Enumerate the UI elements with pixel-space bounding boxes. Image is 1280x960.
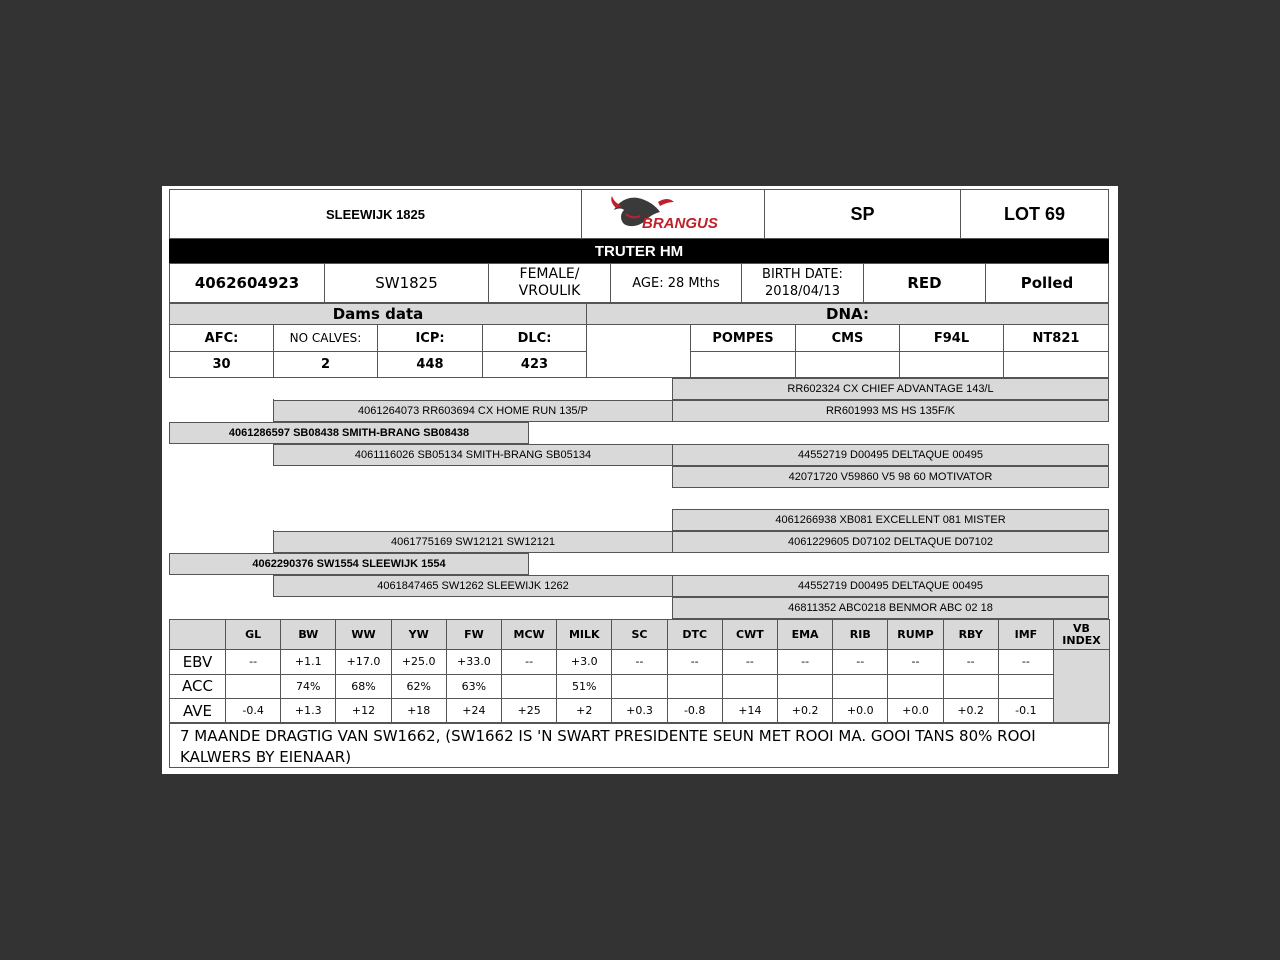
animal-colour: RED	[863, 263, 986, 303]
ebv-value-ebv-mcw: --	[501, 649, 557, 675]
pedigree-dam: 4062290376 SW1554 SLEEWIJK 1554	[169, 553, 529, 575]
dna-value-nt821	[1003, 351, 1109, 378]
ebv-value-ebv-rib: --	[832, 649, 888, 675]
ebv-value-ave-ww: +12	[335, 698, 391, 724]
ebv-value-ave-dtc: -0.8	[667, 698, 723, 724]
animal-sex	[488, 263, 611, 303]
ebv-value-acc-bw: 74%	[280, 674, 336, 700]
ebv-value-ave-fw: +24	[446, 698, 502, 724]
dams-header-calves: NO CALVES:	[273, 324, 378, 352]
ebv-value-acc-dtc	[667, 674, 723, 700]
ebv-header-imf: IMF	[998, 619, 1054, 650]
ebv-value-ebv-imf: --	[998, 649, 1054, 675]
dna-header-pompes: POMPES	[690, 324, 796, 352]
animal-age: AGE: 28 Mths	[610, 263, 742, 303]
animal-reg: SW1825	[324, 263, 489, 303]
pedigree-dam-dam-dam: 46811352 ABC0218 BENMOR ABC 02 18	[672, 597, 1109, 619]
ebv-header-yw: YW	[391, 619, 447, 650]
remarks: 7 MAANDE DRAGTIG VAN SW1662, (SW1662 IS 'N SWART PRESIDENTE SEUN MET ROOI MA. GOOI TANS 80% ROOI KALWERS BY EIENAAR)	[169, 722, 1109, 768]
ebv-row-label-ebv: EBV	[169, 649, 226, 675]
animal-id: 4062604923	[169, 263, 325, 303]
ebv-value-ave-mcw: +25	[501, 698, 557, 724]
dna-header-nt821: NT821	[1003, 324, 1109, 352]
ebv-value-acc-ema	[777, 674, 833, 700]
birth-date-label: BIRTH DATE:	[762, 267, 843, 282]
ebv-value-acc-rby	[943, 674, 999, 700]
sex-english: FEMALE/	[519, 266, 580, 282]
ebv-row-label-acc: ACC	[169, 674, 226, 700]
ebv-header-cwt: CWT	[722, 619, 778, 650]
dams-header-dlc: DLC:	[482, 324, 587, 352]
ebv-value-ave-rib: +0.0	[832, 698, 888, 724]
dna-header-cms: CMS	[795, 324, 900, 352]
lot-number: LOT 69	[960, 189, 1109, 239]
pedigree-sire-sire-dam: RR601993 MS HS 135F/K	[672, 400, 1109, 422]
ebv-header-rib: RIB	[832, 619, 888, 650]
ebv-value-acc-fw: 63%	[446, 674, 502, 700]
ebv-value-ebv-cwt: --	[722, 649, 778, 675]
ebv-value-ave-sc: +0.3	[611, 698, 667, 724]
ebv-value-ebv-yw: +25.0	[391, 649, 447, 675]
ebv-header-mcw: MCW	[501, 619, 557, 650]
pedigree-dam-dam: 4061847465 SW1262 SLEEWIJK 1262	[273, 575, 673, 597]
dams-value-afc: 30	[169, 351, 274, 378]
ebv-value-acc-mcw	[501, 674, 557, 700]
ebv-header-corner	[169, 619, 226, 650]
ebv-header-ww: WW	[335, 619, 391, 650]
ebv-value-ave-milk: +2	[556, 698, 612, 724]
ebv-value-acc-sc	[611, 674, 667, 700]
ebv-value-ebv-gl: --	[225, 649, 281, 675]
ebv-header-ema: EMA	[777, 619, 833, 650]
ebv-value-acc-milk: 51%	[556, 674, 612, 700]
ebv-value-ave-imf: -0.1	[998, 698, 1054, 724]
brangus-logo	[581, 189, 765, 239]
pedigree-dam-sire: 4061775169 SW12121 SW12121	[273, 531, 673, 553]
ebv-header-fw: FW	[446, 619, 502, 650]
ebv-value-acc-imf	[998, 674, 1054, 700]
pedigree-dam-sire-sire: 4061266938 XB081 EXCELLENT 081 MISTER	[672, 509, 1109, 531]
ebv-header-milk: MILK	[556, 619, 612, 650]
ebv-value-ebv-rump: --	[887, 649, 943, 675]
animal-horn: Polled	[985, 263, 1109, 303]
vb-index-line2: INDEX	[1062, 633, 1101, 647]
ebv-value-acc-rib	[832, 674, 888, 700]
ebv-value-ebv-milk: +3.0	[556, 649, 612, 675]
ebv-row-label-ave: AVE	[169, 698, 226, 724]
pedigree-dam-dam-sire: 44552719 D00495 DELTAQUE 00495	[672, 575, 1109, 597]
dna-value-f94l	[899, 351, 1004, 378]
ebv-value-acc-cwt	[722, 674, 778, 700]
registration-code: SP	[764, 189, 961, 239]
ebv-value-ave-cwt: +14	[722, 698, 778, 724]
ebv-header-vb-index	[1053, 619, 1110, 650]
ebv-header-bw: BW	[280, 619, 336, 650]
dams-value-dlc: 423	[482, 351, 587, 378]
ebv-value-ebv-bw: +1.1	[280, 649, 336, 675]
ebv-value-ebv-sc: --	[611, 649, 667, 675]
breeder-name: TRUTER HM	[169, 239, 1109, 263]
pedigree-sire-sire-sire: RR602324 CX CHIEF ADVANTAGE 143/L	[672, 378, 1109, 400]
ebv-header-gl: GL	[225, 619, 281, 650]
pedigree-sire: 4061286597 SB08438 SMITH-BRANG SB08438	[169, 422, 529, 444]
dna-blank-cell	[586, 324, 691, 378]
ebv-value-ave-bw: +1.3	[280, 698, 336, 724]
pedigree-dam-sire-dam: 4061229605 D07102 DELTAQUE D07102	[672, 531, 1109, 553]
vb-index-line1: VB	[1073, 621, 1090, 635]
ebv-value-ebv-dtc: --	[667, 649, 723, 675]
pedigree-sire-dam-sire: 44552719 D00495 DELTAQUE 00495	[672, 444, 1109, 466]
ebv-value-acc-yw: 62%	[391, 674, 447, 700]
ebv-header-rby: RBY	[943, 619, 999, 650]
ebv-value-ave-rby: +0.2	[943, 698, 999, 724]
ebv-header-sc: SC	[611, 619, 667, 650]
ebv-value-ave-rump: +0.0	[887, 698, 943, 724]
animal-name: SLEEWIJK 1825	[169, 189, 582, 239]
dams-value-calves: 2	[273, 351, 378, 378]
dams-value-icp: 448	[377, 351, 483, 378]
ebv-value-ebv-rby: --	[943, 649, 999, 675]
ebv-value-ebv-fw: +33.0	[446, 649, 502, 675]
pedigree-sire-sire: 4061264073 RR603694 CX HOME RUN 135/P	[273, 400, 673, 422]
pedigree-sire-dam: 4061116026 SB05134 SMITH-BRANG SB05134	[273, 444, 673, 466]
ebv-value-acc-rump	[887, 674, 943, 700]
ebv-value-ebv-ww: +17.0	[335, 649, 391, 675]
ebv-value-acc-ww: 68%	[335, 674, 391, 700]
birth-date	[741, 263, 864, 303]
dna-value-cms	[795, 351, 900, 378]
birth-date-value: 2018/04/13	[765, 284, 840, 299]
ebv-value-ave-ema: +0.2	[777, 698, 833, 724]
ebv-header-rump: RUMP	[887, 619, 943, 650]
bull-head-icon	[608, 194, 738, 234]
ebv-header-dtc: DTC	[667, 619, 723, 650]
dna-header-f94l: F94L	[899, 324, 1004, 352]
ebv-value-ave-gl: -0.4	[225, 698, 281, 724]
ebv-value-ave-yw: +18	[391, 698, 447, 724]
ebv-value-acc-gl	[225, 674, 281, 700]
dna-value-pompes	[690, 351, 796, 378]
ebv-vb-index-value	[1053, 649, 1110, 724]
ebv-value-ebv-ema: --	[777, 649, 833, 675]
dams-header-afc: AFC:	[169, 324, 274, 352]
dams-header-icp: ICP:	[377, 324, 483, 352]
pedigree-sire-dam-dam: 42071720 V59860 V5 98 60 MOTIVATOR	[672, 466, 1109, 488]
lot-card	[162, 186, 1118, 774]
logo-text: BRANGUS	[642, 215, 718, 232]
sex-afrikaans: VROULIK	[518, 283, 581, 299]
dna-title: DNA:	[586, 303, 1109, 325]
dams-data-title: Dams data	[169, 303, 587, 325]
